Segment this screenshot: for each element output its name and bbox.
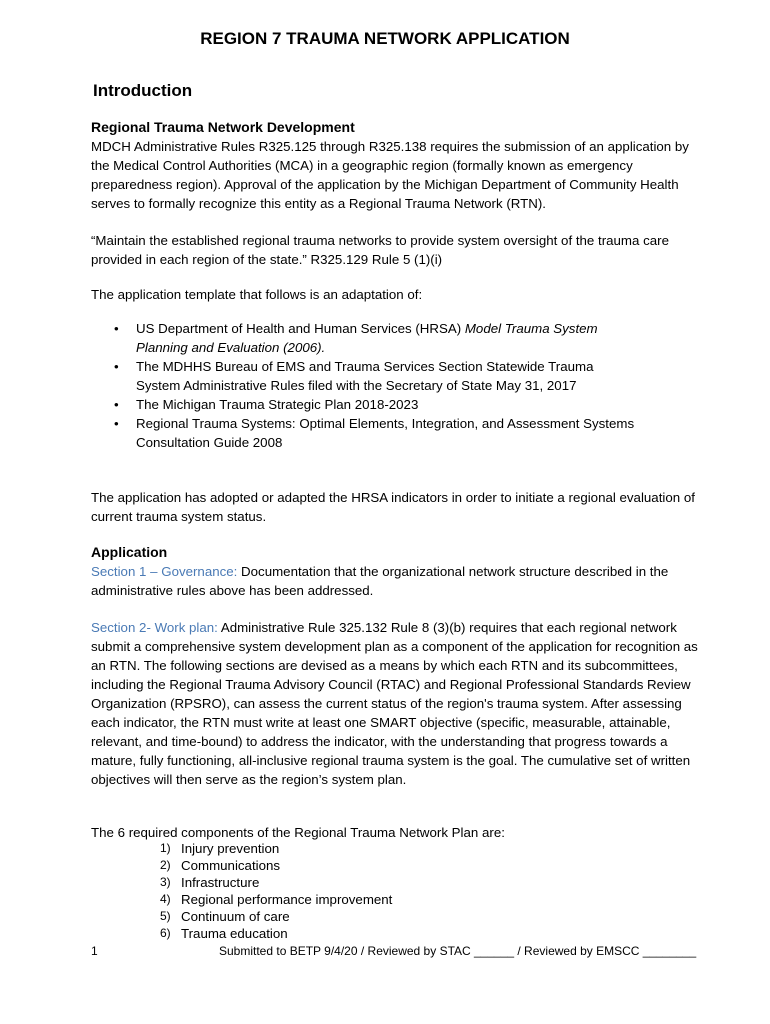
components-list [160, 840, 392, 942]
list-label: Trauma education [181, 926, 288, 941]
document-title: REGION 7 TRAUMA NETWORK APPLICATION [200, 29, 570, 48]
list-number: 6) [160, 926, 171, 940]
submission-line: Submitted to BETP 9/4/20 / Reviewed by STAC ______ / Reviewed by EMSCC ________ [219, 944, 697, 958]
list-label: Continuum of care [181, 909, 290, 924]
list-item: • The MDHHS Bureau of EMS and Trauma Services Section Statewide Trauma System Administrative Rules filed with the Secretary of State May 31, 2017 [91, 357, 636, 395]
list-item [91, 319, 636, 357]
list-item [160, 874, 392, 891]
components-intro-text: The 6 required components of the Regional Trauma Network Plan are: [91, 825, 505, 840]
list-item [160, 908, 392, 925]
quote-text: “Maintain the established regional trauma networks to provide system oversight of the trauma care provided in each region of the state.” R325.129 Rule 5 (1)(i) [91, 233, 669, 267]
list-number: 4) [160, 892, 171, 906]
application-section [91, 543, 701, 600]
template-intro-text: The application template that follows is an adaptation of: [91, 287, 423, 302]
list-label: Communications [181, 858, 281, 873]
adaptation-list [91, 319, 701, 452]
introduction-heading: Introduction [93, 81, 193, 100]
list-label: Regional performance improvement [181, 892, 393, 907]
rtn-heading: Regional Trauma Network Development [91, 119, 355, 135]
section-1-label: Section 1 – Governance: [91, 564, 238, 579]
list-item [160, 857, 392, 874]
quote-paragraph [91, 231, 701, 269]
rtn-paragraph: MDCH Administrative Rules R325.125 through R325.138 requires the submission of an application by the Medical Control Authorities (MCA) in a geographic region (formally known as emergency preparedness region). Approval of the application by the Michigan Department of Community Health serves to formally recognize this entity as a Regional Trauma Network (RTN). [91, 139, 689, 211]
list-item: • Regional Trauma Systems: Optimal Elements, Integration, and Assessment Systems Consultation Guide 2008 [91, 414, 666, 452]
bullet-text: US Department of Health and Human Services (HRSA) [136, 321, 465, 336]
section-1-paragraph [91, 562, 701, 600]
list-number: 1) [160, 841, 171, 855]
list-number: 2) [160, 858, 171, 872]
list-number: 5) [160, 909, 171, 923]
application-heading: Application [91, 544, 168, 560]
list-item [160, 925, 392, 942]
list-item: • The Michigan Trauma Strategic Plan 2018-2023 [91, 395, 636, 414]
list-item [160, 891, 392, 908]
section-1-text: Documentation that the organizational network structure described in the administrative rules above has been addressed. [91, 564, 669, 598]
template-intro [91, 285, 701, 304]
list-number: 3) [160, 875, 171, 889]
adopted-text: The application has adopted or adapted the HRSA indicators in order to initiate a regional evaluation of current trauma system status. [91, 490, 695, 524]
bullet-italic-text: Model Trauma System Planning and Evaluation (2006). [136, 321, 598, 355]
rtn-section [91, 118, 701, 213]
section-2-text: Administrative Rule 325.132 Rule 8 (3)(b) requires that each regional network submit a comprehensive system development plan as a component of the application for recognition as an RTN. The following sections are devised as a means by which each RTN and its subcommittees, including the Regional Trauma Advisory Council (RTAC) and Regional Professional Standards Review Organization (RPSRO), can assess the current status of the region's trauma system. After assessing each indicator, the RTN must write at least one SMART objective (specific, measurable, attainable, relevant, and time-bound) to address the indicator, with the understanding that progress towards a mature, fully functioning, all-inclusive regional trauma system is the goal. The cumulative set of written objectives will then serve as the region’s system plan. [91, 620, 698, 787]
page-number: 1 [91, 944, 98, 958]
list-label: Infrastructure [181, 875, 260, 890]
adopted-paragraph [91, 488, 701, 526]
list-item [160, 840, 392, 857]
list-label: Injury prevention [181, 841, 280, 856]
section-2-label: Section 2- Work plan: [91, 620, 218, 635]
section-2-paragraph [91, 618, 701, 789]
